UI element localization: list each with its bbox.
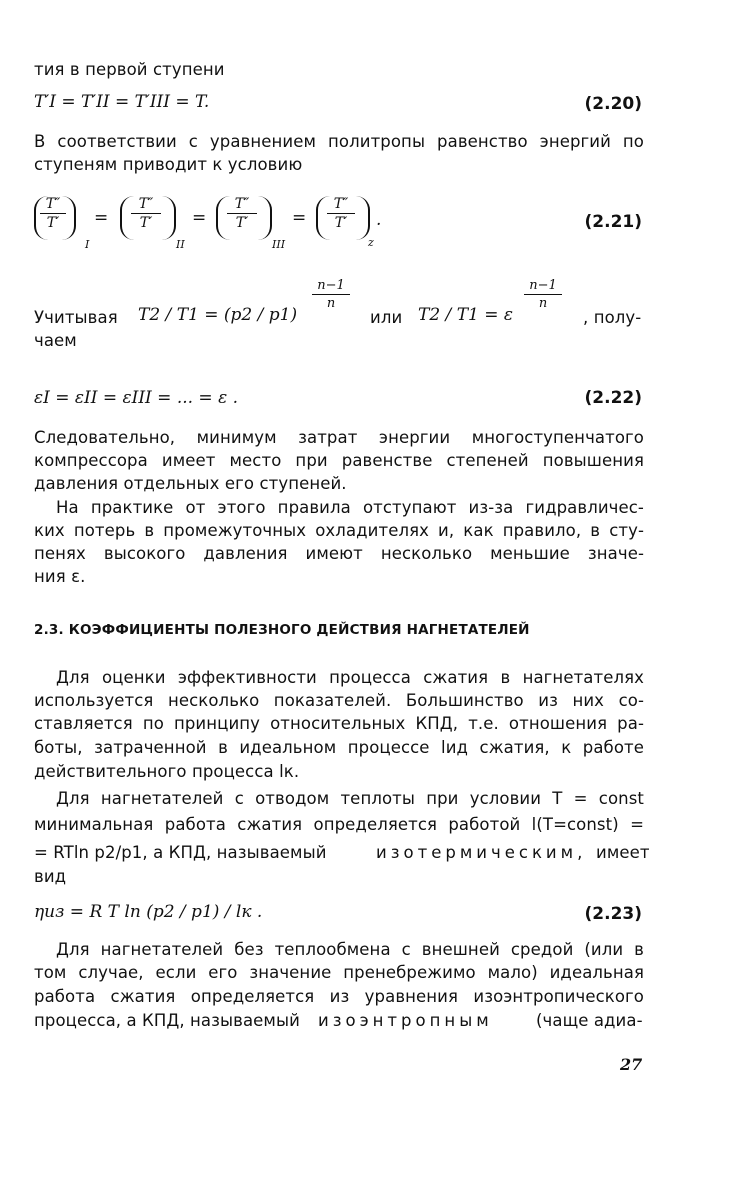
text-line: Следовательно, минимум затрат энергии многоступенчатого bbox=[34, 428, 644, 447]
numerator: T″ bbox=[45, 196, 61, 212]
text-fragment: Учитывая bbox=[34, 308, 118, 327]
denominator: T′ bbox=[334, 215, 348, 231]
text-line: действительного процесса lк. bbox=[34, 762, 300, 781]
subscript: III bbox=[272, 238, 286, 251]
text-line: давления отдельных его ступеней. bbox=[34, 474, 347, 493]
equation-2-23: ηиз = R T ln (p2 / p1) / lк . bbox=[34, 902, 263, 922]
denominator: T′ bbox=[139, 215, 153, 231]
formula-inline: T2 / T1 = (p2 / p1) bbox=[138, 305, 298, 325]
numerator: T″ bbox=[138, 196, 154, 212]
text-line: Для нагнетателей без теплообмена с внешней средой (или в bbox=[56, 940, 644, 959]
text-line: том случае, если его значение пренебрежимо мало) идеальная bbox=[34, 963, 644, 982]
text-line: чаем bbox=[34, 331, 77, 350]
text-fragment: имеет bbox=[596, 843, 650, 862]
equation-number: (2.20) bbox=[584, 94, 642, 114]
spaced-term: изоэнтропным bbox=[318, 1011, 493, 1030]
fraction-bar bbox=[312, 294, 350, 295]
exponent-denominator: n bbox=[538, 296, 548, 311]
equals-sign: = bbox=[94, 208, 109, 228]
period: . bbox=[376, 210, 382, 230]
text-line: В соответствии с уравнением политропы равенство энергий по bbox=[34, 132, 644, 151]
text-line: ния ε. bbox=[34, 567, 86, 586]
text-line: тия в первой ступени bbox=[34, 60, 225, 79]
equals-sign: = bbox=[192, 208, 207, 228]
equation-number: (2.23) bbox=[584, 904, 642, 924]
text-line: На практике от этого правила отступают из-за гидравличес- bbox=[56, 498, 644, 517]
text-line: Для нагнетателей с отводом теплоты при условии T = const bbox=[56, 789, 644, 808]
section-heading: 2.3. КОЭФФИЦИЕНТЫ ПОЛЕЗНОГО ДЕЙСТВИЯ НАГНЕТАТЕЛЕЙ bbox=[34, 622, 530, 638]
text-line: ставляется по принципу относительных КПД, т.е. отношения ра- bbox=[34, 714, 644, 733]
text-fragment: = RTln p2/p1, а КПД, называемый bbox=[34, 843, 327, 862]
fraction-bar bbox=[227, 213, 257, 214]
subscript: z bbox=[368, 236, 374, 249]
page-number: 27 bbox=[620, 1055, 643, 1074]
subscript: II bbox=[176, 238, 185, 251]
exponent-fraction bbox=[312, 278, 350, 311]
exponent-numerator: n−1 bbox=[529, 278, 557, 293]
text-line: пенях высокого давления имеют несколько меньшие значе- bbox=[34, 544, 644, 563]
equation-number: (2.21) bbox=[584, 212, 642, 232]
fraction-bar bbox=[131, 213, 161, 214]
exponent-numerator: n−1 bbox=[317, 278, 345, 293]
exponent-fraction bbox=[524, 278, 562, 311]
text-line: вид bbox=[34, 867, 67, 886]
equation-2-22: εI = εII = εIII = ... = ε . bbox=[34, 388, 239, 408]
formula-inline: T2 / T1 = ε bbox=[418, 305, 514, 325]
fraction-bar bbox=[524, 294, 562, 295]
subscript: I bbox=[85, 238, 90, 251]
equals-sign: = bbox=[292, 208, 307, 228]
text-line: боты, затраченной в идеальном процессе lид сжатия, к работе bbox=[34, 738, 644, 757]
text-line: компрессора имеет место при равенстве степеней повышения bbox=[34, 451, 644, 470]
exponent-denominator: n bbox=[326, 296, 336, 311]
text-fragment: (чаще адиа- bbox=[536, 1011, 643, 1030]
text-line: работа сжатия определяется из уравнения изоэнтропического bbox=[34, 987, 644, 1006]
fraction-bar bbox=[327, 213, 355, 214]
text-line: ких потерь в промежуточных охладителях и, как правило, в сту- bbox=[34, 521, 644, 540]
fraction-bar bbox=[40, 213, 66, 214]
equation-number: (2.22) bbox=[584, 388, 642, 408]
equation-2-20: T′I = T′II = T′III = T. bbox=[34, 92, 210, 112]
numerator: T″ bbox=[333, 196, 349, 212]
text-line: ступеням приводит к условию bbox=[34, 155, 303, 174]
denominator: T′ bbox=[46, 215, 60, 231]
text-line: минимальная работа сжатия определяется работой l(T=const) = bbox=[34, 815, 644, 834]
fraction bbox=[227, 196, 257, 231]
denominator: T′ bbox=[235, 215, 249, 231]
text-fragment: или bbox=[370, 308, 403, 327]
text-line: используется несколько показателей. Большинство из них со- bbox=[34, 691, 644, 710]
numerator: T″ bbox=[234, 196, 250, 212]
spaced-term: изотермическим, bbox=[376, 843, 587, 862]
fraction bbox=[131, 196, 161, 231]
text-fragment: , полу- bbox=[583, 308, 642, 327]
fraction bbox=[40, 196, 66, 231]
text-line: Для оценки эффективности процесса сжатия в нагнетателях bbox=[56, 668, 644, 687]
fraction bbox=[327, 196, 355, 231]
text-fragment: процесса, а КПД, называемый bbox=[34, 1011, 300, 1030]
